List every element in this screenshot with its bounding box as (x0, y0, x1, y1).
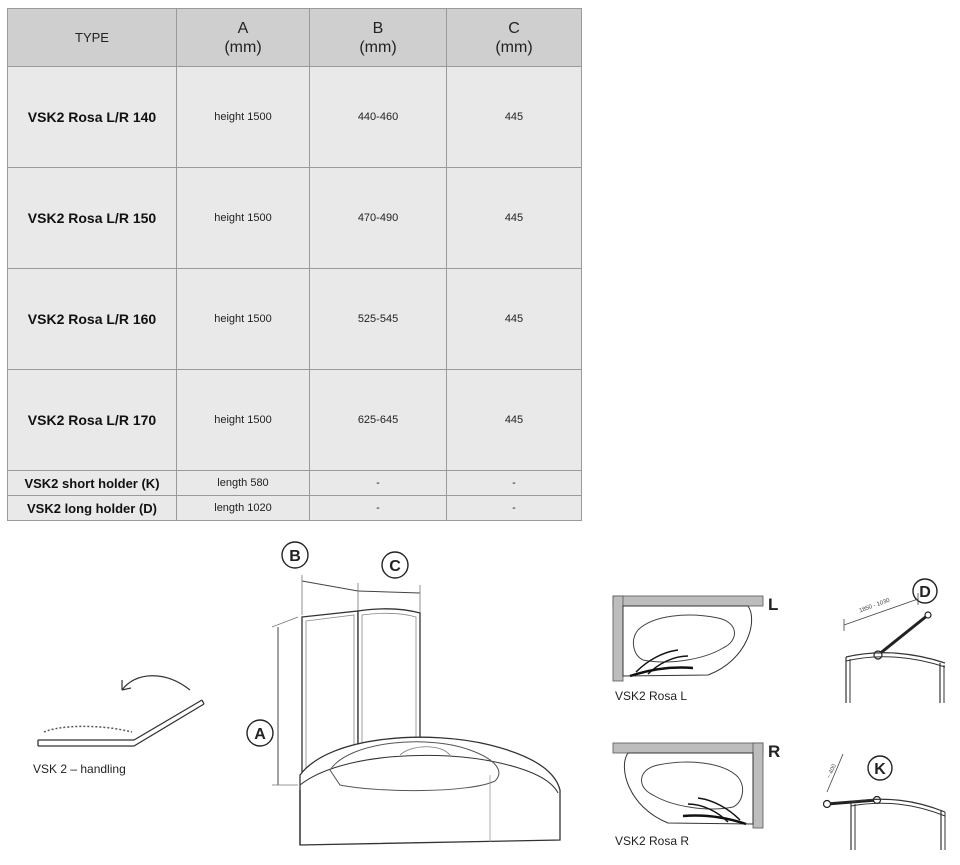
dim-b-label: B (289, 548, 301, 565)
holder-k-label: K (874, 761, 886, 778)
cell-b: - (310, 471, 447, 496)
table-header-row (8, 9, 582, 67)
dim-a-label: A (254, 726, 266, 743)
header-c: C (mm) (447, 9, 582, 67)
cell-c: 445 (447, 168, 582, 269)
cell-a: length 580 (177, 471, 310, 496)
cell-a: height 1500 (177, 168, 310, 269)
handling-caption: VSK 2 – handling (33, 762, 126, 776)
table-row (8, 67, 582, 168)
rosa-l-caption: VSK2 Rosa L (615, 689, 688, 703)
cell-c: - (447, 496, 582, 521)
cell-c: 445 (447, 67, 582, 168)
cell-b: 440-460 (310, 67, 447, 168)
cell-a: length 1020 (177, 496, 310, 521)
cell-b: 470-490 (310, 168, 447, 269)
bath-screen-illustration (240, 535, 580, 855)
holder-k-dim: ~ 400 (826, 763, 839, 780)
cell-b: - (310, 496, 447, 521)
cell-type: VSK2 short holder (K) (8, 471, 177, 496)
holder-d-label: D (919, 584, 931, 601)
cell-c: - (447, 471, 582, 496)
handling-illustration (30, 670, 220, 760)
header-type: TYPE (8, 9, 177, 67)
cell-a: height 1500 (177, 269, 310, 370)
table-row (8, 471, 582, 496)
rosa-r-caption: VSK2 Rosa R (615, 834, 690, 848)
cell-a: height 1500 (177, 370, 310, 471)
rosa-l-letter: L (768, 595, 779, 614)
cell-type: VSK2 Rosa L/R 160 (8, 269, 177, 370)
cell-b: 625-645 (310, 370, 447, 471)
cell-b: 525-545 (310, 269, 447, 370)
table-row (8, 370, 582, 471)
holder-k-illustration (815, 742, 950, 852)
holder-d-illustration (820, 575, 950, 705)
rosa-l-plan (608, 590, 788, 685)
cell-type: VSK2 Rosa L/R 170 (8, 370, 177, 471)
table-row (8, 269, 582, 370)
cell-type: VSK2 long holder (D) (8, 496, 177, 521)
rosa-r-plan (608, 735, 788, 830)
table-row (8, 496, 582, 521)
table-row (8, 168, 582, 269)
cell-c: 445 (447, 269, 582, 370)
holder-d-dim: 1850 - 1030 (858, 597, 891, 615)
cell-type: VSK2 Rosa L/R 140 (8, 67, 177, 168)
header-a: A (mm) (177, 9, 310, 67)
header-b: B (mm) (310, 9, 447, 67)
rosa-r-letter: R (768, 742, 781, 761)
cell-type: VSK2 Rosa L/R 150 (8, 168, 177, 269)
cell-c: 445 (447, 370, 582, 471)
dim-c-label: C (389, 558, 401, 575)
cell-a: height 1500 (177, 67, 310, 168)
spec-table (7, 8, 582, 521)
